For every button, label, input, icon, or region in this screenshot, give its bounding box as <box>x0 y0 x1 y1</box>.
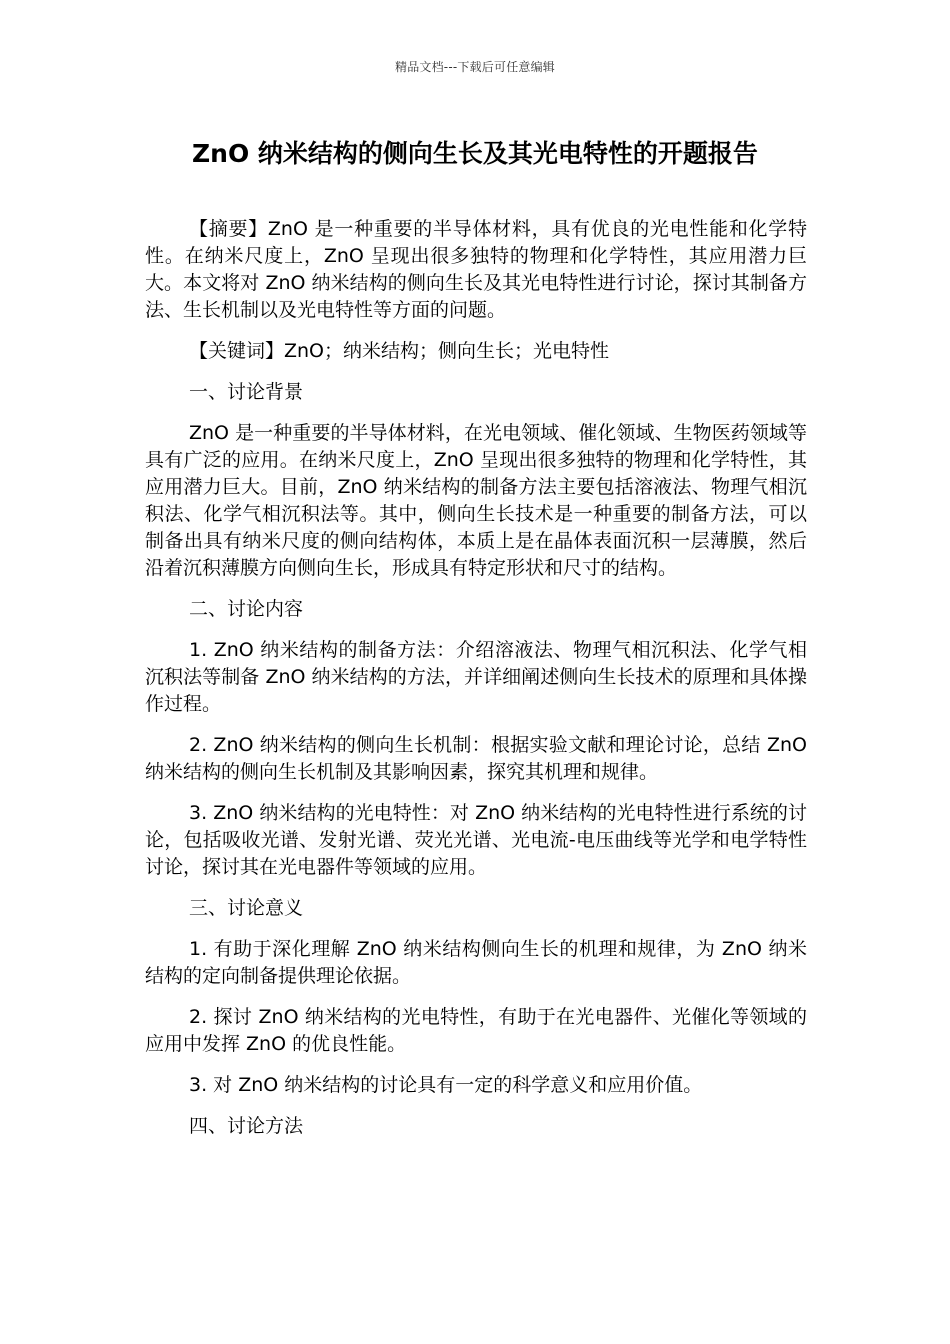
section-heading-method: 四、讨论方法 <box>189 1115 304 1137</box>
section-heading-background: 一、讨论背景 <box>189 381 304 403</box>
content-item-2: 2. ZnO 纳米结构的侧向生长机制：根据实验文献和理论讨论，总结 ZnO 纳米结构的侧向生长机制及其影响因素，探究其机理和规律。 <box>145 734 807 783</box>
content-item-3: 3. ZnO 纳米结构的光电特性：对 ZnO 纳米结构的光电特性进行系统的讨论，包括吸收光谱、发射光谱、荧光光谱、光电流-电压曲线等光学和电学特性讨论，探讨其在光电器件等领域的应用。 <box>145 802 807 878</box>
content-item-1: 1. ZnO 纳米结构的制备方法：介绍溶液法、物理气相沉积法、化学气相沉积法等制备 ZnO 纳米结构的方法，并详细阐述侧向生长技术的原理和具体操作过程。 <box>145 639 807 715</box>
abstract-paragraph: 【摘要】ZnO 是一种重要的半导体材料，具有优良的光电性能和化学特性。在纳米尺度上，ZnO 呈现出很多独特的物理和化学特性，其应用潜力巨大。本文将对 ZnO 纳米结构的侧向生长及其光电特性进行讨论，探讨其制备方法、生长机制以及光电特性等方面的问题。 <box>145 218 807 321</box>
background-paragraph: ZnO 是一种重要的半导体材料，在光电领域、催化领域、生物医药领域等具有广泛的应用。在纳米尺度上，ZnO 呈现出很多独特的物理和化学特性，其应用潜力巨大。目前，ZnO 纳米结构的制备方法主要包括溶液法、物理气相沉积法、化学气相沉积法等。其中，侧向生长技术是一种重要的制备方法，可以制备出具有纳米尺度的侧向结构体，本质上是在晶体表面沉积一层薄膜，然后沿着沉积薄膜方向侧向生长，形成具有特定形状和尺寸的结构。 <box>145 422 807 579</box>
significance-item-1: 1. 有助于深化理解 ZnO 纳米结构侧向生长的机理和规律，为 ZnO 纳米结构的定向制备提供理论依据。 <box>145 938 807 987</box>
document-title: ZnO 纳米结构的侧向生长及其光电特性的开题报告 <box>192 139 758 168</box>
header-note: 精品文档---下载后可任意编辑 <box>395 60 555 74</box>
significance-item-3: 3. 对 ZnO 纳米结构的讨论具有一定的科学意义和应用价值。 <box>189 1074 703 1096</box>
significance-item-2: 2. 探讨 ZnO 纳米结构的光电特性，有助于在光电器件、光催化等领域的应用中发挥 ZnO 的优良性能。 <box>145 1006 807 1055</box>
document-body <box>145 216 807 1154</box>
section-heading-significance: 三、讨论意义 <box>189 897 304 919</box>
keywords-paragraph: 【关键词】ZnO；纳米结构；侧向生长；光电特性 <box>189 340 610 362</box>
section-heading-content: 二、讨论内容 <box>189 598 304 620</box>
